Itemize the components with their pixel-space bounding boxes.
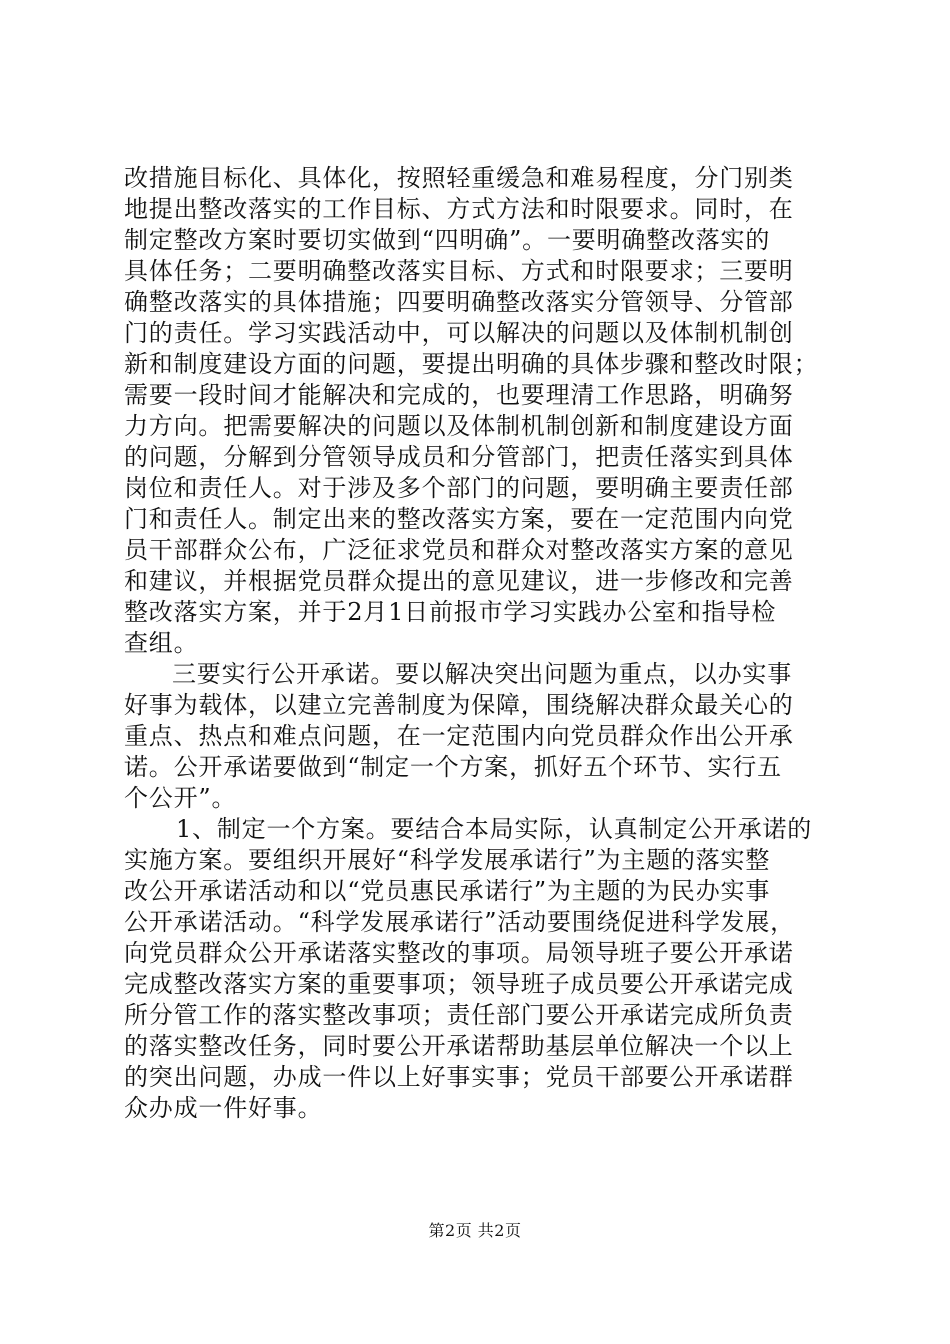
text-line-5: 确整改落实的具体措施；四要明确整改落实分管领导、分管部	[124, 288, 794, 316]
text-line-19: 重点、热点和难点问题，在一定范围内向党员群众作出公开承	[124, 722, 794, 750]
text-line-21: 个公开”。	[124, 784, 237, 812]
text-line-22: 1、制定一个方案。要结合本局实际，认真制定公开承诺的	[176, 815, 813, 843]
text-line-28: 所分管工作的落实整改事项；责任部门要公开承诺完成所负责	[124, 1001, 794, 1029]
text-line-2: 地提出整改落实的工作目标、方式方法和时限要求。同时，在	[124, 195, 794, 223]
text-line-23: 实施方案。要组织开展好“科学发展承诺行”为主题的落实整	[124, 846, 771, 874]
text-line-30: 的突出问题，办成一件以上好事实事；党员干部要公开承诺群	[124, 1063, 794, 1091]
text-line-14: 和建议，并根据党员群众提出的意见建议，进一步修改和完善	[124, 567, 794, 595]
text-line-16: 查组。	[124, 629, 199, 657]
text-line-10: 的问题，分解到分管领导成员和分管部门，把责任落实到具体	[124, 443, 794, 471]
document-body	[124, 163, 836, 1124]
text-line-24: 改公开承诺活动和以“党员惠民承诺行”为主题的为民办实事	[124, 877, 771, 905]
text-line-20: 诺。公开承诺要做到“制定一个方案，抓好五个环节、实行五	[124, 753, 782, 781]
text-line-26: 向党员群众公开承诺落实整改的事项。局领导班子要公开承诺	[124, 939, 794, 967]
page-number-footer: 第2页 共2页	[428, 1221, 522, 1240]
text-line-7: 新和制度建设方面的问题，要提出明确的具体步骤和整改时限；	[124, 350, 819, 378]
text-line-9: 力方向。把需要解决的问题以及体制机制创新和制度建设方面	[124, 412, 794, 440]
text-line-8: 需要一段时间才能解决和完成的，也要理清工作思路，明确努	[124, 381, 794, 409]
text-line-17: 三要实行公开承诺。要以解决突出问题为重点，以办实事	[172, 660, 792, 688]
text-line-15: 整改落实方案，并于2月1日前报市学习实践办公室和指导检	[124, 598, 777, 626]
text-line-6: 门的责任。学习实践活动中，可以解决的问题以及体制机制创	[124, 319, 794, 347]
text-line-3: 制定整改方案时要切实做到“四明确”。一要明确整改落实的	[124, 226, 771, 254]
text-line-18: 好事为载体，以建立完善制度为保障，围绕解决群众最关心的	[124, 691, 794, 719]
text-line-1: 改措施目标化、具体化，按照轻重缓急和难易程度，分门别类	[124, 164, 794, 192]
text-line-11: 岗位和责任人。对于涉及多个部门的问题，要明确主要责任部	[124, 474, 794, 502]
text-line-25: 公开承诺活动。“科学发展承诺行”活动要围绕促进科学发展，	[124, 908, 795, 936]
text-line-27: 完成整改落实方案的重要事项；领导班子成员要公开承诺完成	[124, 970, 794, 998]
text-line-31: 众办成一件好事。	[124, 1094, 323, 1122]
text-line-12: 门和责任人。制定出来的整改落实方案，要在一定范围内向党	[124, 505, 794, 533]
text-line-13: 员干部群众公布，广泛征求党员和群众对整改落实方案的意见	[124, 536, 794, 564]
text-line-29: 的落实整改任务，同时要公开承诺帮助基层单位解决一个以上	[124, 1032, 794, 1060]
text-line-4: 具体任务；二要明确整改落实目标、方式和时限要求；三要明	[124, 257, 794, 285]
